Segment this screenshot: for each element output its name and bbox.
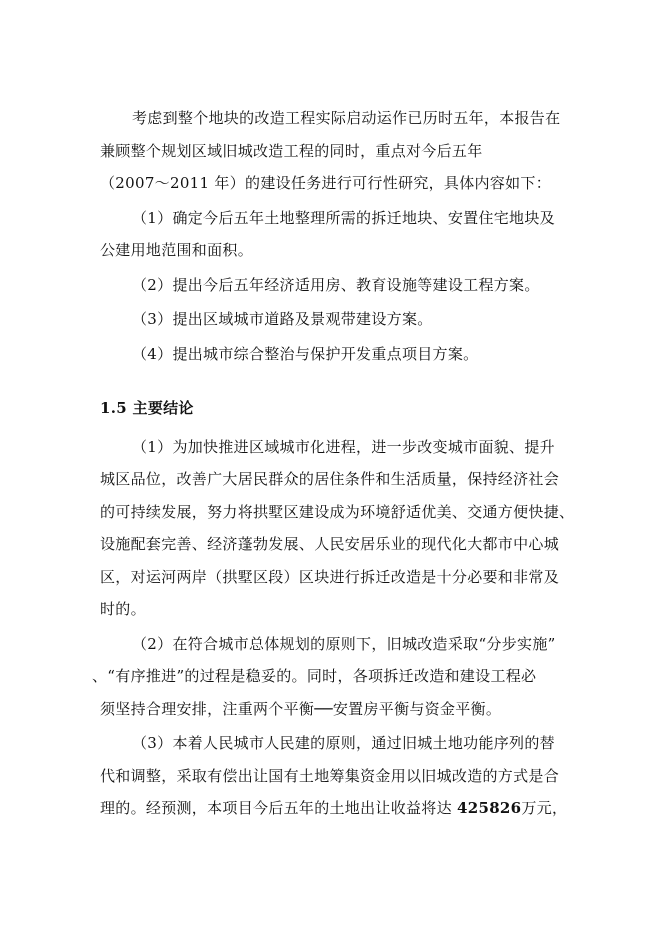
conclusion-last-line-prefix: 理的。经预测，本项目今后五年的土地出让收益将达 <box>100 799 457 817</box>
intro-line: 兼顾整个规划区域旧城改造工程的同时，重点对今后五年 <box>100 141 483 160</box>
conclusion-line: 的可持续发展，努力将拱墅区建设成为环境舒适优美、交通方便快捷、 <box>100 502 575 521</box>
conclusion-line: （2）在符合城市总体规划的原则下，旧城改造采取“分步实施” <box>132 634 556 653</box>
conclusion-line: （1）为加快推进区域城市化进程，进一步改变城市面貌、提升 <box>132 437 555 456</box>
conclusion-last-line-suffix: 万元， <box>521 799 568 817</box>
conclusion-item-3 <box>100 727 570 825</box>
conclusion-item-1 <box>100 431 575 626</box>
conclusion-last-line <box>100 792 570 825</box>
conclusion-line: 时的。 <box>100 600 146 618</box>
conclusion-line: 城区品位，改善广大居民群众的居住条件和生活质量，保持经济社会 <box>100 470 560 488</box>
conclusion-line: 须坚持合理安排，注重两个平衡──安置房平衡与资金平衡。 <box>100 699 502 718</box>
conclusion-line: 、“有序推进”的过程是稳妥的。同时，各项拆迁改造和建设工程必 <box>92 667 537 685</box>
task-line: 公建用地范围和面积。 <box>100 241 254 259</box>
intro-line: 考虑到整个地块的改造工程实际启动运作已历时五年，本报告在 <box>132 109 561 127</box>
task-item-2 <box>100 269 570 302</box>
conclusion-line: 代和调整，采取有偿出让国有土地筹集资金用以旧城改造的方式是合 <box>100 766 560 785</box>
task-line: （1）确定今后五年土地整理所需的拆迁地块、安置住宅地块及 <box>132 208 555 227</box>
conclusion-line: 设施配套完善、经济蓬勃发展、人民安居乐业的现代化大都市中心城 <box>100 535 560 553</box>
task-line: （2）提出今后五年经济适用房、教育设施等建设工程方案。 <box>132 275 540 294</box>
intro-line: （2007～2011 年）的建设任务进行可行性研究，具体内容如下： <box>100 174 552 192</box>
intro-paragraph <box>100 102 570 200</box>
revenue-amount: 425826 <box>456 799 522 817</box>
section-heading: 1.5 主要结论 <box>100 399 194 417</box>
task-line: （4）提出城市综合整治与保护开发重点项目方案。 <box>132 344 479 363</box>
task-item-4 <box>100 338 570 371</box>
task-line: （3）提出区域城市道路及景观带建设方案。 <box>132 310 433 328</box>
task-item-1 <box>100 202 570 267</box>
document-body <box>92 102 575 827</box>
conclusion-item-2 <box>92 628 570 726</box>
task-item-3 <box>100 303 570 336</box>
conclusion-line: 区，对运河两岸（拱墅区段）区块进行拆迁改造是十分必要和非常及 <box>100 567 560 586</box>
conclusion-line: （3）本着人民城市人民建的原则，通过旧城土地功能序列的替 <box>132 734 555 752</box>
